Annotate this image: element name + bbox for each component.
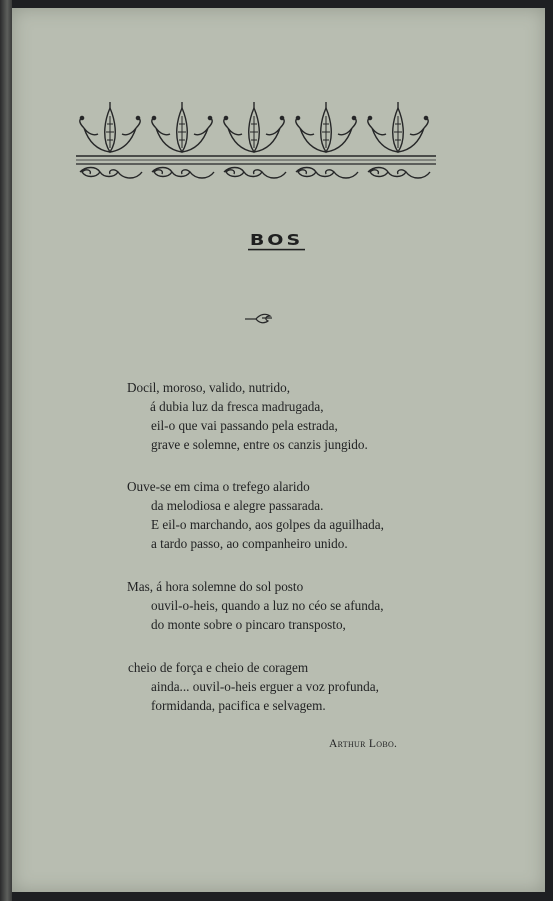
poem-title-text: BOS bbox=[249, 231, 304, 249]
poem-line: grave e solemne, entre os canzis jungido. bbox=[151, 437, 368, 452]
poem-line: Mas, á hora solemne do sol posto bbox=[127, 579, 304, 594]
floral-ornament-icon bbox=[74, 100, 438, 186]
flourish-icon bbox=[244, 310, 274, 326]
author-signature: Arthur Lobo. bbox=[329, 738, 398, 750]
poem-line: ouvil-o-heis, quando a luz no céo se afunda, bbox=[151, 598, 384, 613]
book-spine bbox=[0, 0, 12, 901]
poem-line: E eil-o marchando, aos golpes da aguilhada, bbox=[151, 517, 384, 532]
poem-line: formidanda, pacifica e selvagem. bbox=[151, 698, 326, 713]
poem-title bbox=[0, 229, 553, 253]
poem-line: Docil, moroso, valido, nutrido, bbox=[127, 380, 290, 395]
poem-line: á dubia luz da fresca madrugada, bbox=[150, 399, 324, 414]
poem-line: da melodiosa e alegre passarada. bbox=[151, 498, 324, 513]
poem-line: eil-o que vai passando pela estrada, bbox=[151, 418, 338, 433]
poem-line: do monte sobre o pincaro transposto, bbox=[151, 617, 346, 632]
poem-line: Ouve-se em cima o trefego alarido bbox=[127, 479, 310, 494]
poem-line: cheio de força e cheio de coragem bbox=[128, 660, 309, 675]
poem-line: a tardo passo, ao companheiro unido. bbox=[151, 536, 348, 551]
poem-line: ainda... ouvil-o-heis erguer a voz profunda, bbox=[151, 679, 379, 694]
